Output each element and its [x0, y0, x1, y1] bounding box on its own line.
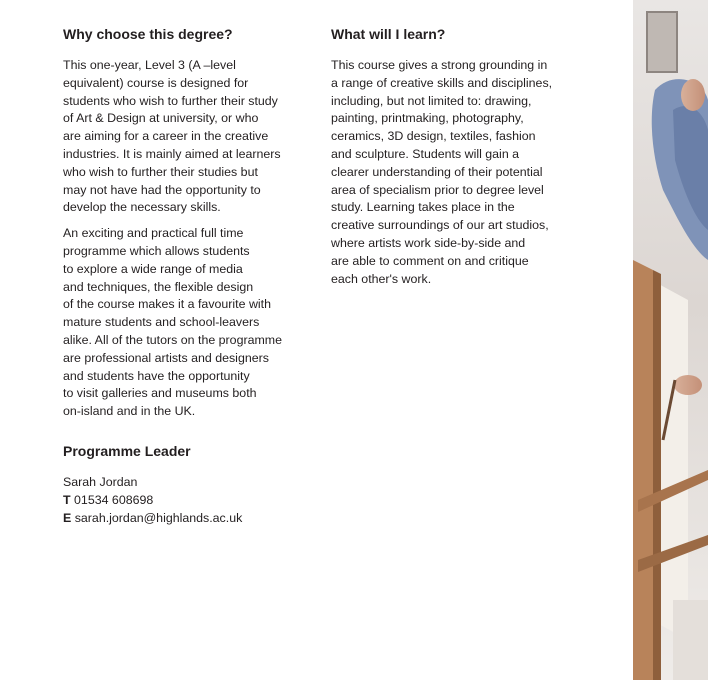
phone-key: T	[63, 492, 71, 507]
what-learn-heading: What will I learn?	[331, 26, 446, 42]
email-key: E	[63, 510, 72, 525]
phone-line	[63, 492, 313, 510]
why-choose-heading: Why choose this degree?	[63, 26, 233, 42]
why-choose-paragraph-1: This one-year, Level 3 (A –level equivalent) course is designed for students who wish to further their study of Art & Design at university, or who are aiming for a career in the creative industries. It is mainly aimed at learners who wish to further their studies but may not have had the opportunity to develop the necessary skills.	[63, 58, 281, 215]
programme-leader-heading: Programme Leader	[63, 442, 191, 459]
art-studio-photo	[633, 0, 708, 680]
phone-number[interactable]: 01534 608698	[74, 492, 154, 507]
left-column	[63, 26, 313, 527]
art-studio-photo-icon	[633, 0, 708, 680]
email-address[interactable]: sarah.jordan@highlands.ac.uk	[74, 510, 243, 525]
why-choose-paragraph-2: An exciting and practical full time programme which allows students to explore a wide range of media and techniques, the flexible design of the course makes it a favourite with mature students and school-leavers alike. All of the tutors on the programme are professional artists and designers and students have the opportunity to visit galleries and museums both on-island and in the UK.	[63, 226, 283, 419]
right-column	[331, 26, 581, 296]
leader-name: Sarah Jordan	[63, 474, 138, 489]
what-learn-paragraph: This course gives a strong grounding in a range of creative skills and disciplines, including, but not limited to: drawing, painting, printmaking, photography, ceramics, 3D design, textiles, fashion and sculpture. Students will gain a clearer understanding of their potential area of specialism prior to degree level study. Learning takes place in the creative surroundings of our art studios, where artists work side-by-side and are able to comment on and critique each other's work.	[331, 58, 553, 286]
email-line	[63, 510, 313, 528]
